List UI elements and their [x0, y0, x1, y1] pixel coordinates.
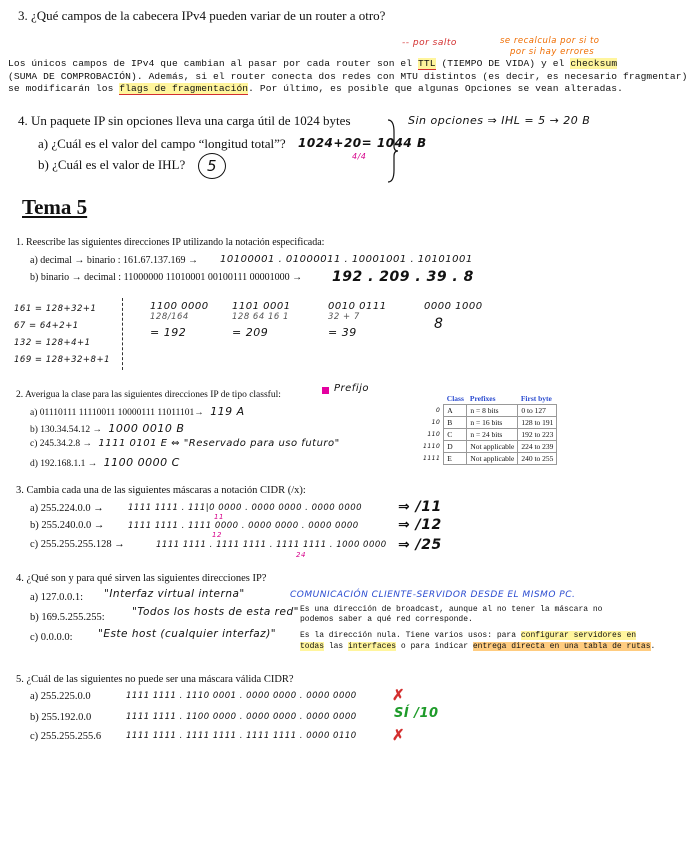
q3-answer: Los únicos campos de IPv4 que cambian al pasar por cada router son el TTL (TIEMPO DE VIDA) y el checksum (SUMA DE COMPROBACIÓN). Además, si el router conecta dos redes con MTU distintos (es decir, es necesario fragmentar) se modificarán los flags de fragmentación. Por último, es posible que algunas Opciones se vean alteradas.	[8, 58, 687, 94]
brace-icon	[385, 118, 399, 184]
t1-work-left: 161 = 128+32+1 67 = 64+2+1 132 = 128+4+1 169 = 128+32+8+1	[14, 304, 110, 365]
t3-note-a: 11	[214, 513, 224, 521]
t2-title: 2. Averigua la clase para las siguientes direcciones IP de tipo classful:	[16, 390, 281, 400]
q4-title: 4. Un paquete IP sin opciones lleva una carga útil de 1024 bytes	[18, 113, 351, 128]
t5-item-b: b) 255.192.0.0	[30, 712, 92, 723]
t3-note-b: 12	[212, 531, 222, 539]
t5-title: 5. ¿Cuál de las siguientes no puede ser una máscara válida CIDR?	[16, 674, 294, 685]
ann-per-hop: -- por salto	[402, 38, 457, 48]
legend-prefix: Prefijo	[334, 383, 369, 394]
q4-a: a) ¿Cuál es el valor del campo “longitud total”?	[38, 136, 286, 151]
t2-item-c: c) 245.34.2.8 → 1111 0101 E ⇔ "Reservado para uso futuro"	[30, 438, 340, 449]
t1-a: a) decimal → binario : 161.67.137.169 →	[30, 255, 199, 266]
t3-item-b-answer: ⇒ /12	[398, 517, 442, 533]
t5-item-a: a) 255.225.0.0	[30, 691, 91, 702]
q4-a-answer: 1024+20= 1044 B	[298, 136, 427, 150]
classful-table: Class Prefixes First byte 0 A n = 8 bits 0 to 127 10 B n = 16 bits 128 to 191 110 C n = 24 bits 192 to 223 1110 D Not applicable 224 to 239 1111 E Not applicable 240 to 255	[420, 393, 557, 465]
table-row: 1111 E Not applicable 240 to 255	[420, 453, 557, 465]
t5-item-a-mark: ✗	[392, 688, 405, 704]
t1-title: 1. Reescribe las siguientes direcciones IP utilizando la notación especificada:	[16, 237, 325, 248]
t5-item-b-work: 1111 1111 . 1100 0000 . 0000 0000 . 0000 0000	[126, 712, 357, 722]
t3-item-c-answer: ⇒ /25	[398, 537, 442, 553]
t1-work-col-3: 0010 0111 32 + 7 = 39	[328, 301, 387, 339]
t3-item-c: c) 255.255.255.128 →	[30, 539, 125, 550]
t3-note-c: 24	[296, 551, 306, 559]
t4-b: b) 169.5.255.255:	[30, 612, 105, 623]
table-row: 110 C n = 24 bits 192 to 223	[420, 429, 557, 441]
t4-a-answer-2: COMUNICACIÓN CLIENTE-SERVIDOR DESDE EL MISMO PC.	[290, 590, 576, 600]
t4-b-note: Es una dirección de broadcast, aunque al no tener la máscara no podemos saber a qué red corresponde.	[300, 605, 603, 624]
q4-b-answer: 5	[198, 153, 226, 179]
checksum-highlight: checksum	[570, 58, 618, 69]
t4-title: 4. ¿Qué son y para qué sirven las siguientes direcciones IP?	[16, 573, 267, 584]
q3-title: 3. ¿Qué campos de la cabecera IPv4 pueden variar de un router a otro?	[18, 8, 386, 23]
t4-c-note: Es la dirección nula. Tiene varios usos: para configurar servidores en todas las interfaces o para indicar entrega directa en una tabla de rutas.	[300, 631, 656, 651]
t3-item-a: a) 255.224.0.0 →	[30, 503, 104, 514]
t5-item-c-mark: ✗	[392, 728, 405, 744]
legend-swatch	[322, 387, 329, 394]
t3-item-c-work: 1111 1111 . 1111 1111 . 1111 1111 . 1000 0000	[156, 540, 387, 550]
t2-item-a: a) 01110111 11110011 10000111 11011101→ 119 A	[30, 405, 245, 418]
t5-item-b-mark: SÍ /10	[394, 706, 439, 721]
table-row: 1110 D Not applicable 224 to 239	[420, 441, 557, 453]
t3-item-b-work: 1111 1111 . 1111 0000 . 0000 0000 . 0000 0000	[128, 521, 359, 531]
t3-item-a-work: 1111 1111 . 111|0 0000 . 0000 0000 . 0000 0000	[128, 503, 363, 513]
t1-b-answer: 192 . 209 . 39 . 8	[332, 269, 474, 285]
t1-work-col-2: 1101 0001 128 64 16 1 = 209	[232, 301, 291, 339]
table-row: 0 A n = 8 bits 0 to 127	[420, 405, 557, 417]
ann-errors: por si hay errores	[510, 47, 595, 57]
t3-item-b: b) 255.240.0.0 →	[30, 520, 105, 531]
t2-item-b: b) 130.34.54.12 → 1000 0010 B	[30, 422, 185, 435]
t1-b: b) binario → decimal : 11000000 11010001 00100111 00001000 →	[30, 272, 303, 283]
divider	[122, 298, 123, 370]
t4-c-answer: "Este host (cualquier interfaz)"	[98, 628, 277, 640]
q4-a-note: 4/4	[352, 152, 367, 161]
t1-work-col-1: 1100 0000 128/164 = 192	[150, 301, 209, 339]
tema-heading: Tema 5	[22, 195, 88, 219]
t5-item-c-work: 1111 1111 . 1111 1111 . 1111 1111 . 0000 0110	[126, 731, 357, 741]
t1-a-answer: 10100001 . 01000011 . 10001001 . 10101001	[220, 254, 473, 265]
t1-work-col-4: 0000 1000 8	[424, 301, 483, 332]
ttl-highlight: TTL	[418, 58, 436, 69]
q4-side-note: Sin opciones ⇒ IHL = 5 → 20 B	[408, 114, 591, 127]
t5-item-a-work: 1111 1111 . 1110 0001 . 0000 0000 . 0000 0000	[126, 691, 357, 701]
t2-item-d: d) 192.168.1.1 → 1100 0000 C	[30, 456, 180, 469]
ann-recalc: se recalcula por si to	[500, 36, 600, 46]
table-row: 10 B n = 16 bits 128 to 191	[420, 417, 557, 429]
t4-a: a) 127.0.0.1:	[30, 592, 84, 603]
t4-c: c) 0.0.0.0:	[30, 632, 73, 643]
t3-title: 3. Cambia cada una de las siguientes máscaras a notación CIDR (/x):	[16, 485, 306, 496]
t3-item-a-answer: ⇒ /11	[398, 499, 442, 515]
t5-item-c: c) 255.255.255.6	[30, 731, 102, 742]
t4-b-answer: "Todos los hosts de esta red"	[132, 606, 299, 618]
flags-highlight: flags de fragmentación	[119, 83, 249, 94]
t4-a-answer: "Interfaz virtual interna"	[104, 588, 245, 600]
q4-b: b) ¿Cuál es el valor de IHL?	[38, 157, 186, 172]
